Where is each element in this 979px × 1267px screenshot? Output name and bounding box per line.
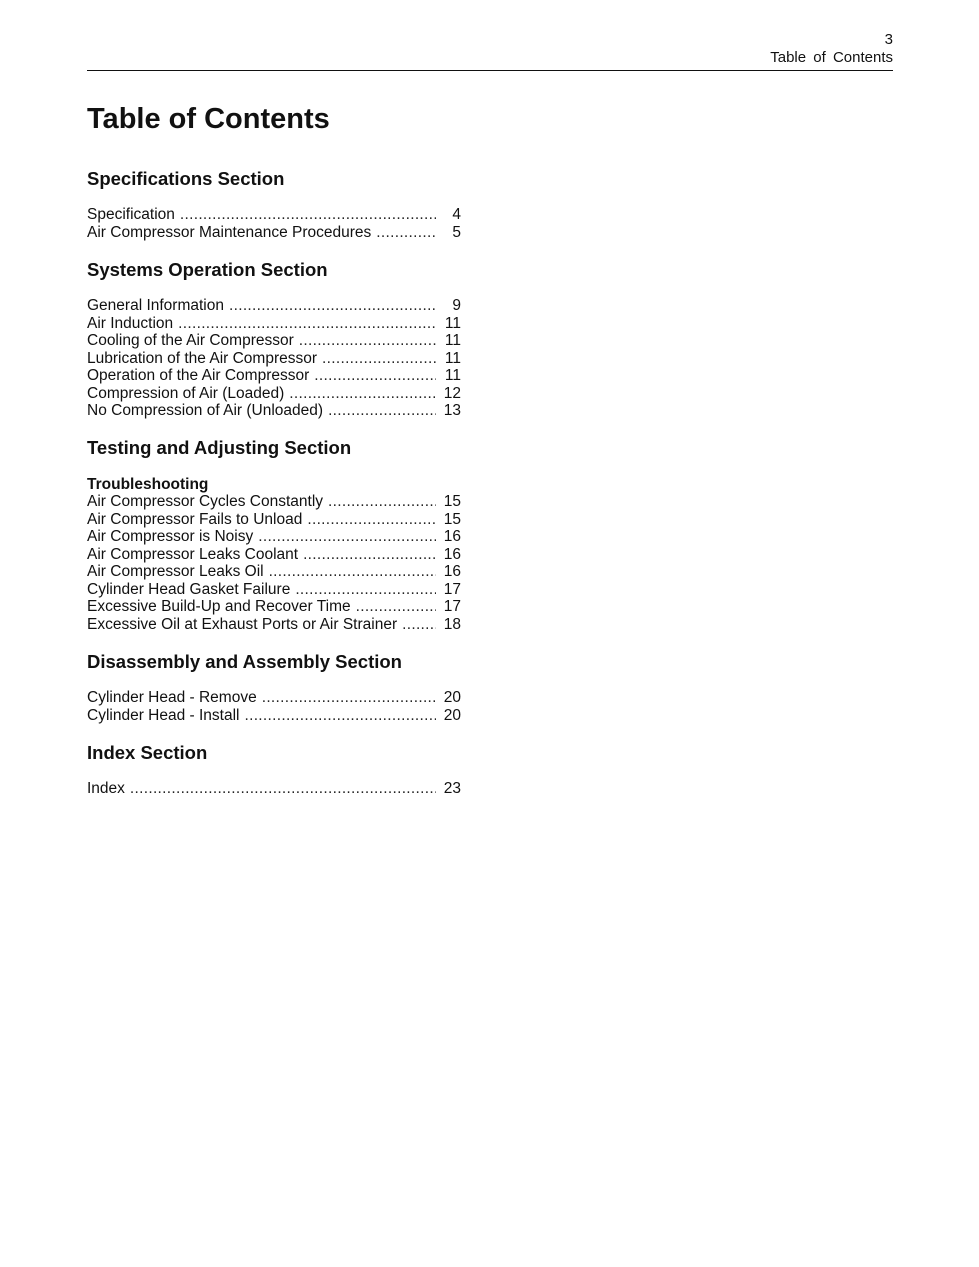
section-heading: Disassembly and Assembly Section [87, 651, 402, 672]
dot-leader [322, 350, 436, 368]
toc-entry-page: 5 [452, 223, 461, 241]
toc-entry[interactable] [87, 563, 461, 581]
toc-entry-label: General Information [87, 297, 224, 314]
toc-entry-label: Compression of Air (Loaded) [87, 384, 285, 402]
toc-entry-label: Cylinder Head - Remove [87, 689, 257, 706]
toc-entry[interactable] [87, 402, 461, 420]
toc-entry-page: 11 [444, 332, 461, 349]
sub-heading: Troubleshooting [87, 476, 209, 493]
toc-entry-page: 20 [443, 706, 461, 724]
toc-entry-page: 17 [443, 580, 461, 598]
dot-leader [314, 367, 436, 385]
dot-leader [299, 332, 436, 350]
section-entries [87, 297, 461, 420]
toc-entry[interactable] [87, 297, 461, 315]
toc-entry[interactable] [87, 367, 461, 385]
section-entries [87, 206, 461, 241]
toc-entry-label: Specification [87, 206, 175, 223]
section-entries [87, 689, 461, 724]
toc-entry-page: 16 [443, 528, 461, 545]
toc-entry-label: Excessive Oil at Exhaust Ports or Air Strainer [87, 615, 398, 633]
dot-leader [328, 402, 436, 420]
section-heading: Testing and Adjusting Section [87, 437, 352, 458]
toc-entry-label: Air Compressor Leaks Oil [87, 563, 264, 580]
toc-entry-page: 16 [443, 563, 461, 580]
dot-leader [402, 616, 436, 634]
dot-leader [328, 493, 436, 511]
toc-entry[interactable] [87, 707, 461, 725]
toc-entry-page: 15 [443, 510, 461, 528]
toc-entry-page: 23 [443, 780, 461, 797]
page-title: Table of Contents [87, 103, 330, 135]
toc-entry[interactable] [87, 385, 461, 403]
toc-entry[interactable] [87, 224, 461, 242]
toc-entry-page: 11 [444, 314, 461, 332]
toc-entry-label: Air Compressor Cycles Constantly [87, 493, 324, 510]
toc-entry-page: 16 [443, 545, 461, 563]
dot-leader [244, 707, 436, 725]
section-heading: Specifications Section [87, 168, 285, 189]
dot-leader [376, 224, 436, 242]
toc-entry-label: Air Compressor Fails to Unload [87, 510, 303, 528]
toc-entry[interactable] [87, 332, 461, 350]
dot-leader [307, 511, 436, 529]
dot-leader [295, 581, 436, 599]
dot-leader [289, 385, 436, 403]
toc-entry[interactable] [87, 546, 461, 564]
dot-leader [130, 780, 436, 798]
toc-entry[interactable] [87, 315, 461, 333]
toc-entry-label: Air Compressor Maintenance Procedures [87, 223, 372, 241]
section-entries [87, 780, 461, 798]
toc-entry[interactable] [87, 350, 461, 368]
toc-entry[interactable] [87, 689, 461, 707]
toc-entry-label: Cooling of the Air Compressor [87, 332, 294, 349]
toc-entry-page: 17 [443, 598, 461, 615]
toc-entry-label: Index [87, 780, 125, 797]
toc-entry-page: 4 [452, 206, 461, 223]
toc-entry-page: 12 [443, 384, 461, 402]
toc-entry-page: 18 [443, 615, 461, 633]
toc-entry-page: 9 [452, 297, 461, 314]
toc-entry[interactable] [87, 511, 461, 529]
toc-entry-label: Air Induction [87, 314, 174, 332]
dot-leader [262, 689, 436, 707]
page-number: 3 [884, 31, 893, 48]
dot-leader [178, 315, 436, 333]
toc-entry[interactable] [87, 581, 461, 599]
toc-entry-label: Air Compressor Leaks Coolant [87, 545, 299, 563]
section-heading: Index Section [87, 742, 208, 763]
toc-entry-label: Cylinder Head - Install [87, 706, 240, 724]
dot-leader [258, 528, 436, 546]
toc-entry[interactable] [87, 493, 461, 511]
toc-entry-page: 15 [443, 493, 461, 510]
dot-leader [269, 563, 436, 581]
toc-entry-label: Lubrication of the Air Compressor [87, 349, 318, 367]
toc-entry[interactable] [87, 206, 461, 224]
toc-entry[interactable] [87, 598, 461, 616]
toc-entry-page: 20 [443, 689, 461, 706]
dot-leader [356, 598, 436, 616]
section-entries [87, 493, 461, 633]
dot-leader [303, 546, 436, 564]
toc-entry-label: No Compression of Air (Unloaded) [87, 402, 324, 419]
toc-entry-page: 11 [444, 367, 461, 384]
toc-entry[interactable] [87, 780, 461, 798]
running-title: Table of Contents [770, 49, 893, 66]
section-heading: Systems Operation Section [87, 259, 328, 280]
toc-entry-label: Operation of the Air Compressor [87, 367, 310, 384]
toc-entry-label: Air Compressor is Noisy [87, 528, 254, 545]
toc-entry-page: 11 [444, 349, 461, 367]
toc-entry-label: Excessive Build-Up and Recover Time [87, 598, 351, 615]
toc-entry-page: 13 [443, 402, 461, 419]
toc-entry-label: Cylinder Head Gasket Failure [87, 580, 291, 598]
dot-leader [229, 297, 436, 315]
dot-leader [180, 206, 436, 224]
page-header [87, 31, 893, 71]
toc-entry[interactable] [87, 616, 461, 634]
toc-entry[interactable] [87, 528, 461, 546]
